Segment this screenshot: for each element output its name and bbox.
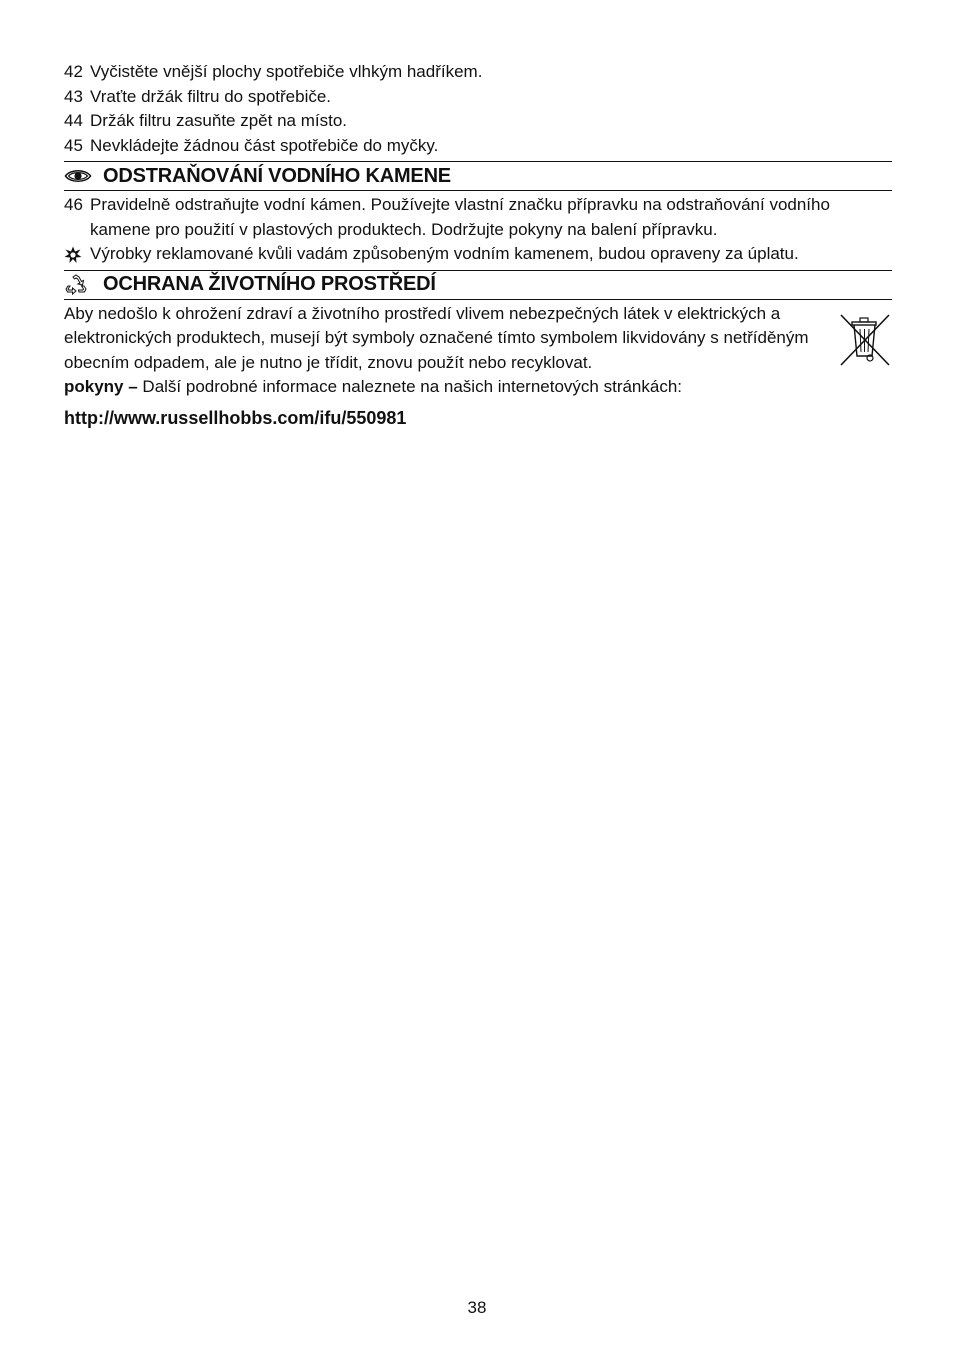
section-title: ODSTRAŇOVÁNÍ VODNÍHO KAMENE <box>103 164 451 187</box>
website-link[interactable]: http://www.russellhobbs.com/ifu/550981 <box>64 407 407 428</box>
item-number: 45 <box>64 135 83 155</box>
list-item <box>64 193 892 242</box>
environment-heading <box>64 270 892 300</box>
warning-text: Výrobky reklamované kvůli vadám způsobeným vodním kamenem, budou opraveny za úplatu. <box>90 244 799 263</box>
list-item <box>64 134 892 159</box>
item-number: 46 <box>64 195 83 214</box>
instructions-text: Další podrobné informace naleznete na našich internetových stránkách: <box>137 377 683 396</box>
environment-body <box>64 302 892 431</box>
item-text: Nevkládejte žádnou část spotřebiče do myčky. <box>90 135 439 155</box>
item-text: Pravidelně odstraňujte vodní kámen. Používejte vlastní značku přípravku na odstraňování vodního kamene pro použití v plastových produktech. Dodržujte pokyny na balení přípravku. <box>90 195 830 239</box>
item-number: 43 <box>64 86 83 106</box>
item-text: Vyčistěte vnější plochy spotřebiče vlhkým hadříkem. <box>90 62 483 81</box>
recycle-icon <box>64 275 92 295</box>
item-text: Vraťte držák filtru do spotřebiče. <box>90 86 332 106</box>
list-item <box>64 109 892 134</box>
warning-note <box>64 242 892 267</box>
eye-icon <box>64 166 92 186</box>
star-icon <box>64 246 82 264</box>
page-content <box>64 60 892 430</box>
list-item <box>64 60 892 85</box>
environment-text: Aby nedošlo k ohrožení zdraví a životního prostředí vlivem nebezpečných látek v elektrických a elektronických produktech, musejí být symboly označené tímto symbolem likvidovány s netříděným obecním odpadem, ale je nutno je třídit, znovu použít nebo recyklovat. <box>64 303 809 372</box>
item-number: 42 <box>64 62 83 81</box>
descaling-heading <box>64 161 892 191</box>
crossed-bin-icon <box>838 312 892 368</box>
instructions-label: pokyny – <box>64 377 138 396</box>
item-number: 44 <box>64 111 83 130</box>
item-text: Držák filtru zasuňte zpět na místo. <box>90 111 347 130</box>
list-item <box>64 85 892 110</box>
section-title: OCHRANA ŽIVOTNÍHO PROSTŘEDÍ <box>103 273 436 296</box>
page-number: 38 <box>467 1298 487 1317</box>
instructions-line <box>64 375 828 400</box>
